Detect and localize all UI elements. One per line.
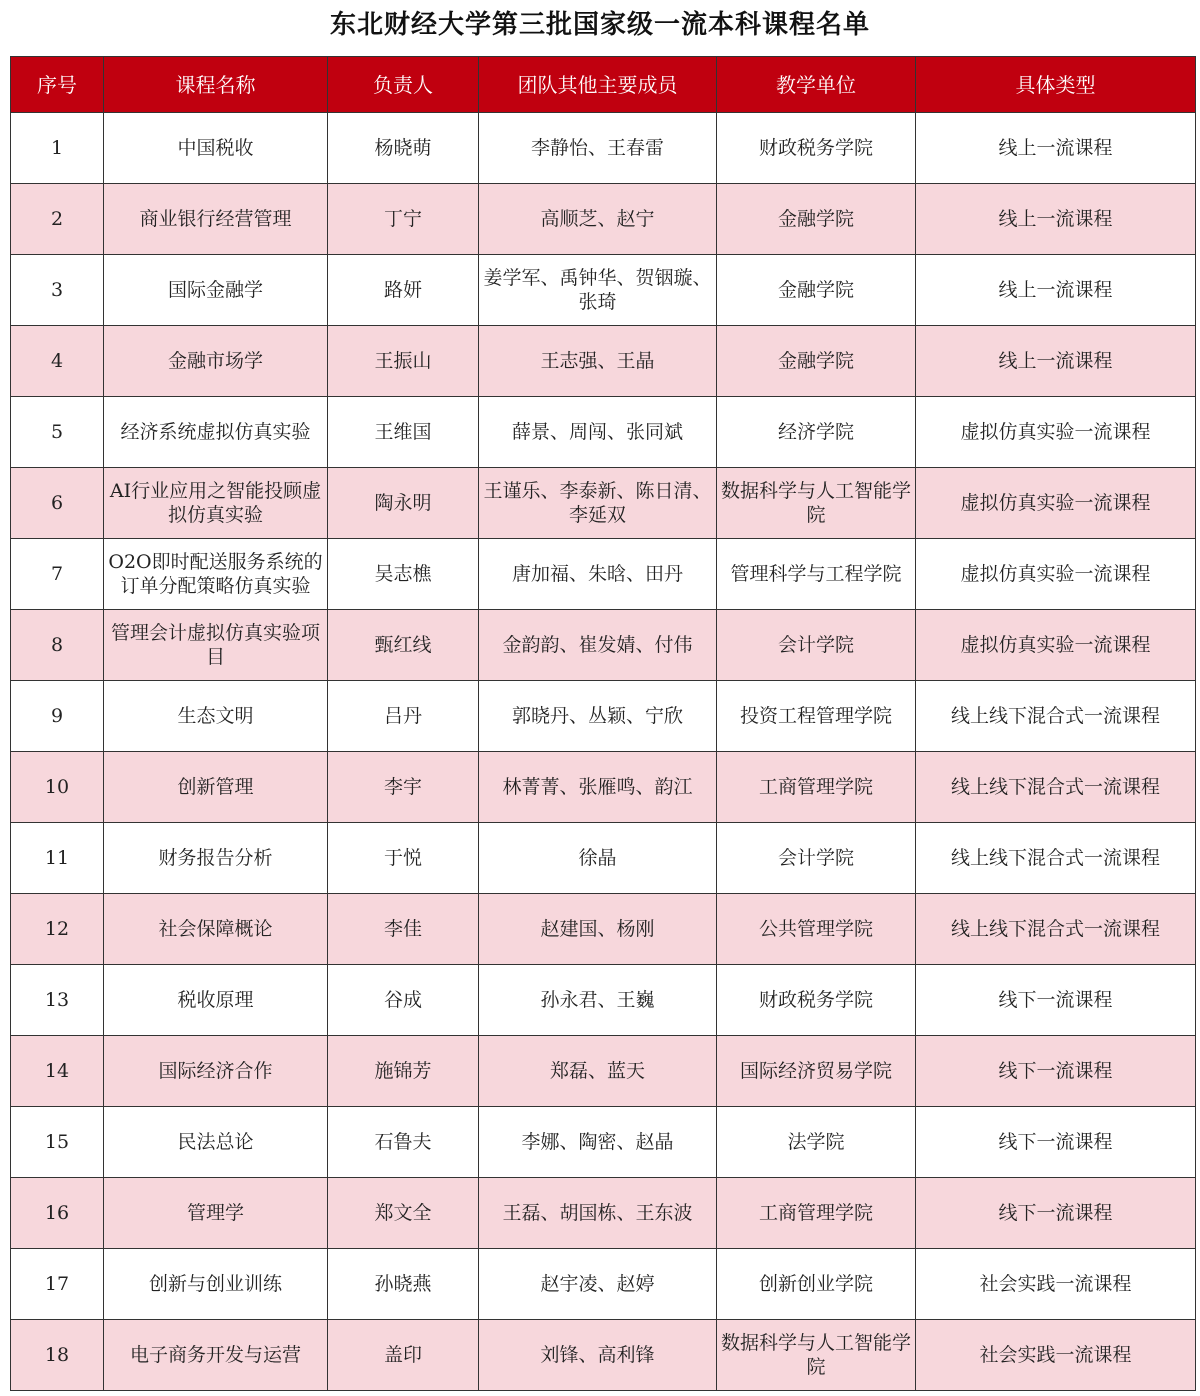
cell-team-members: 郑磊、蓝天 — [479, 1036, 717, 1107]
cell-index: 12 — [11, 894, 104, 965]
cell-unit: 会计学院 — [717, 823, 916, 894]
cell-type: 线上线下混合式一流课程 — [916, 752, 1196, 823]
cell-type: 虚拟仿真实验一流课程 — [916, 610, 1196, 681]
table-row — [11, 1107, 1196, 1178]
cell-lead: 李宇 — [328, 752, 479, 823]
cell-unit: 工商管理学院 — [717, 752, 916, 823]
cell-unit: 管理科学与工程学院 — [717, 539, 916, 610]
table-row — [11, 1249, 1196, 1320]
cell-unit: 工商管理学院 — [717, 1178, 916, 1249]
cell-type: 线上一流课程 — [916, 255, 1196, 326]
cell-course-name: 税收原理 — [104, 965, 328, 1036]
cell-course-name: 创新管理 — [104, 752, 328, 823]
cell-lead: 李佳 — [328, 894, 479, 965]
cell-team-members: 王磊、胡国栋、王东波 — [479, 1178, 717, 1249]
cell-type: 线下一流课程 — [916, 1178, 1196, 1249]
column-header: 具体类型 — [916, 57, 1196, 113]
cell-unit: 会计学院 — [717, 610, 916, 681]
cell-unit: 数据科学与人工智能学院 — [717, 1320, 916, 1391]
cell-team-members: 王志强、王晶 — [479, 326, 717, 397]
cell-unit: 财政税务学院 — [717, 113, 916, 184]
table-row — [11, 468, 1196, 539]
table-body — [11, 113, 1196, 1391]
cell-team-members: 孙永君、王巍 — [479, 965, 717, 1036]
cell-team-members: 赵宇凌、赵婷 — [479, 1249, 717, 1320]
cell-index: 4 — [11, 326, 104, 397]
cell-index: 16 — [11, 1178, 104, 1249]
cell-unit: 金融学院 — [717, 326, 916, 397]
cell-team-members: 王谨乐、李泰新、陈日清、李延双 — [479, 468, 717, 539]
cell-team-members: 高顺芝、赵宁 — [479, 184, 717, 255]
cell-unit: 经济学院 — [717, 397, 916, 468]
column-header: 教学单位 — [717, 57, 916, 113]
cell-index: 10 — [11, 752, 104, 823]
table-row — [11, 681, 1196, 752]
cell-index: 13 — [11, 965, 104, 1036]
cell-index: 17 — [11, 1249, 104, 1320]
cell-course-name: 中国税收 — [104, 113, 328, 184]
cell-index: 3 — [11, 255, 104, 326]
cell-index: 1 — [11, 113, 104, 184]
cell-team-members: 赵建国、杨刚 — [479, 894, 717, 965]
cell-type: 虚拟仿真实验一流课程 — [916, 468, 1196, 539]
cell-course-name: 生态文明 — [104, 681, 328, 752]
cell-lead: 丁宁 — [328, 184, 479, 255]
table-row — [11, 113, 1196, 184]
table-row — [11, 1036, 1196, 1107]
cell-lead: 甄红线 — [328, 610, 479, 681]
cell-course-name: 社会保障概论 — [104, 894, 328, 965]
cell-type: 线下一流课程 — [916, 965, 1196, 1036]
cell-course-name: 经济系统虚拟仿真实验 — [104, 397, 328, 468]
cell-lead: 施锦芳 — [328, 1036, 479, 1107]
cell-type: 线上一流课程 — [916, 184, 1196, 255]
cell-type: 线上线下混合式一流课程 — [916, 894, 1196, 965]
cell-lead: 吴志樵 — [328, 539, 479, 610]
cell-course-name: 国际金融学 — [104, 255, 328, 326]
cell-unit: 金融学院 — [717, 184, 916, 255]
table-row — [11, 823, 1196, 894]
cell-type: 社会实践一流课程 — [916, 1249, 1196, 1320]
table-row — [11, 184, 1196, 255]
cell-unit: 财政税务学院 — [717, 965, 916, 1036]
cell-course-name: 财务报告分析 — [104, 823, 328, 894]
cell-index: 14 — [11, 1036, 104, 1107]
column-header: 负责人 — [328, 57, 479, 113]
cell-lead: 王振山 — [328, 326, 479, 397]
cell-type: 线上一流课程 — [916, 326, 1196, 397]
cell-index: 5 — [11, 397, 104, 468]
cell-type: 线上一流课程 — [916, 113, 1196, 184]
cell-index: 7 — [11, 539, 104, 610]
cell-type: 线下一流课程 — [916, 1107, 1196, 1178]
table-row — [11, 397, 1196, 468]
cell-lead: 盖印 — [328, 1320, 479, 1391]
cell-unit: 数据科学与人工智能学院 — [717, 468, 916, 539]
cell-index: 8 — [11, 610, 104, 681]
cell-type: 线下一流课程 — [916, 1036, 1196, 1107]
cell-lead: 孙晓燕 — [328, 1249, 479, 1320]
cell-course-name: 商业银行经营管理 — [104, 184, 328, 255]
cell-course-name: 管理学 — [104, 1178, 328, 1249]
cell-index: 18 — [11, 1320, 104, 1391]
cell-team-members: 姜学军、禹钟华、贺铟璇、张琦 — [479, 255, 717, 326]
table-row — [11, 610, 1196, 681]
table-row — [11, 752, 1196, 823]
cell-team-members: 刘锋、高利锋 — [479, 1320, 717, 1391]
table-row — [11, 1178, 1196, 1249]
cell-lead: 路妍 — [328, 255, 479, 326]
cell-course-name: 电子商务开发与运营 — [104, 1320, 328, 1391]
cell-unit: 创新创业学院 — [717, 1249, 916, 1320]
cell-index: 6 — [11, 468, 104, 539]
cell-type: 社会实践一流课程 — [916, 1320, 1196, 1391]
cell-lead: 于悦 — [328, 823, 479, 894]
cell-team-members: 李静怡、王春雷 — [479, 113, 717, 184]
cell-course-name: O2O即时配送服务系统的订单分配策略仿真实验 — [104, 539, 328, 610]
cell-lead: 郑文全 — [328, 1178, 479, 1249]
table-row — [11, 1320, 1196, 1391]
cell-lead: 杨晓萌 — [328, 113, 479, 184]
cell-type: 线上线下混合式一流课程 — [916, 823, 1196, 894]
cell-course-name: 民法总论 — [104, 1107, 328, 1178]
cell-lead: 陶永明 — [328, 468, 479, 539]
cell-lead: 王维国 — [328, 397, 479, 468]
cell-lead: 吕丹 — [328, 681, 479, 752]
cell-team-members: 郭晓丹、丛颖、宁欣 — [479, 681, 717, 752]
cell-team-members: 薛景、周闯、张同斌 — [479, 397, 717, 468]
table-row — [11, 539, 1196, 610]
cell-lead: 谷成 — [328, 965, 479, 1036]
table-header-row — [11, 57, 1196, 113]
cell-lead: 石鲁夫 — [328, 1107, 479, 1178]
cell-type: 虚拟仿真实验一流课程 — [916, 397, 1196, 468]
cell-unit: 投资工程管理学院 — [717, 681, 916, 752]
cell-index: 2 — [11, 184, 104, 255]
column-header: 课程名称 — [104, 57, 328, 113]
page-title: 东北财经大学第三批国家级一流本科课程名单 — [329, 10, 870, 40]
table-row — [11, 894, 1196, 965]
cell-team-members: 李娜、陶密、赵晶 — [479, 1107, 717, 1178]
cell-course-name: AI行业应用之智能投顾虚拟仿真实验 — [104, 468, 328, 539]
cell-index: 9 — [11, 681, 104, 752]
cell-team-members: 金韵韵、崔发婧、付伟 — [479, 610, 717, 681]
column-header: 团队其他主要成员 — [479, 57, 717, 113]
column-header: 序号 — [11, 57, 104, 113]
cell-index: 15 — [11, 1107, 104, 1178]
cell-type: 线上线下混合式一流课程 — [916, 681, 1196, 752]
cell-course-name: 金融市场学 — [104, 326, 328, 397]
cell-course-name: 国际经济合作 — [104, 1036, 328, 1107]
cell-unit: 法学院 — [717, 1107, 916, 1178]
table-row — [11, 965, 1196, 1036]
cell-type: 虚拟仿真实验一流课程 — [916, 539, 1196, 610]
cell-team-members: 唐加福、朱晗、田丹 — [479, 539, 717, 610]
cell-course-name: 创新与创业训练 — [104, 1249, 328, 1320]
cell-course-name: 管理会计虚拟仿真实验项目 — [104, 610, 328, 681]
cell-unit: 国际经济贸易学院 — [717, 1036, 916, 1107]
course-table — [10, 56, 1196, 1391]
cell-team-members: 林菁菁、张雁鸣、韵江 — [479, 752, 717, 823]
cell-team-members: 徐晶 — [479, 823, 717, 894]
table-row — [11, 255, 1196, 326]
cell-index: 11 — [11, 823, 104, 894]
cell-unit: 公共管理学院 — [717, 894, 916, 965]
table-row — [11, 326, 1196, 397]
cell-unit: 金融学院 — [717, 255, 916, 326]
